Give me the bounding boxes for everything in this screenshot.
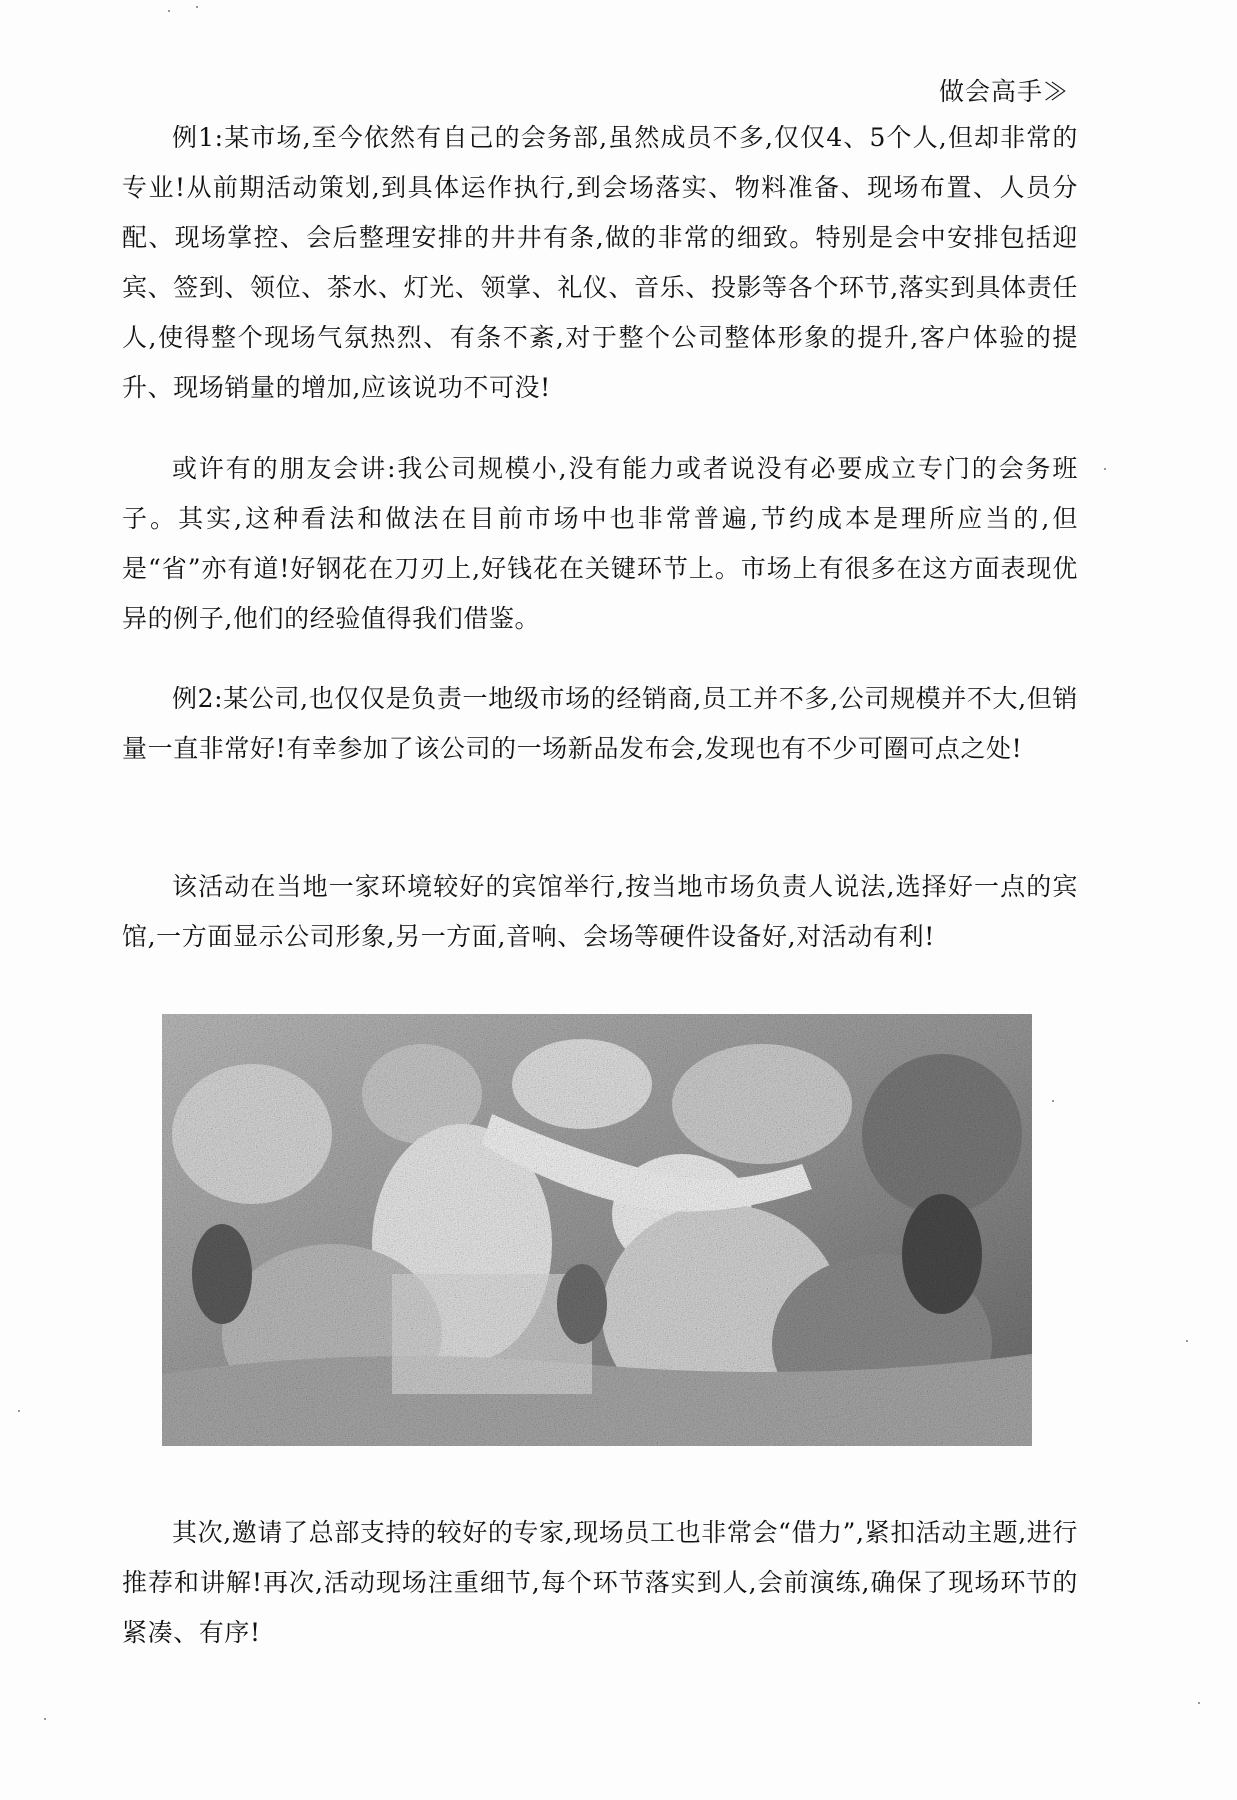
scan-speck bbox=[1186, 1340, 1188, 1342]
paragraph-small-company: 或许有的朋友会讲:我公司规模小,没有能力或者说没有必要成立专门的会务班子。其实,这种看法和做法在目前市场中也非常普遍,节约成本是理所应当的,但是“省”亦有道!好钢花在刀刃上,好钱花在关键环节上。市场上有很多在这方面表现优异的例子,他们的经验值得我们借鉴。 bbox=[122, 454, 1078, 633]
paragraph-example-1: 例1:某市场,至今依然有自己的会务部,虽然成员不多,仅仅4、5个人,但却非常的专业!从前期活动策划,到具体运作执行,到会场落实、物料准备、现场布置、人员分配、现场掌控、会后整理安排的井井有条,做的非常的细致。特别是会中安排包括迎宾、签到、领位、茶水、灯光、领掌、礼仪、音乐、投影等各个环节,落实到具体责任人,使得整个现场气氛热烈、有条不紊,对于整个公司整体形象的提升,客户体验的提升、现场销量的增加,应该说功不可没! bbox=[122, 123, 1078, 402]
scan-speck bbox=[168, 10, 170, 12]
scan-speck bbox=[1052, 1100, 1054, 1102]
scan-speck bbox=[1198, 1702, 1200, 1704]
running-header: 做会高手≫ bbox=[938, 77, 1069, 106]
scan-speck bbox=[44, 1718, 46, 1720]
scan-speck bbox=[1104, 468, 1106, 470]
scan-speck bbox=[18, 1410, 20, 1412]
paragraph-example-2: 例2:某公司,也仅仅是负责一地级市场的经销商,员工并不多,公司规模并不大,但销量一直非常好!有幸参加了该公司的一场新品发布会,发现也有不少可圈可点之处! bbox=[122, 684, 1078, 763]
scan-speck bbox=[196, 6, 198, 8]
paragraph-expert-and-details: 其次,邀请了总部支持的较好的专家,现场员工也非常会“借力”,紧扣活动主题,进行推荐和讲解!再次,活动现场注重细节,每个环节落实到人,会前演练,确保了现场环节的紧凑、有序! bbox=[122, 1518, 1078, 1647]
event-photo bbox=[162, 1014, 1032, 1446]
paragraph-venue: 该活动在当地一家环境较好的宾馆举行,按当地市场负责人说法,选择好一点的宾馆,一方面显示公司形象,另一方面,音响、会场等硬件设备好,对活动有利! bbox=[122, 872, 1078, 951]
